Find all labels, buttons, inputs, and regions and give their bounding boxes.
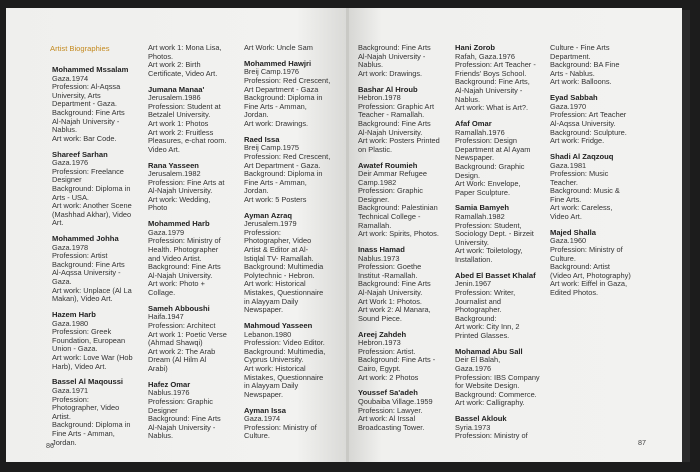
bio-line: Art work: 5 Posters	[244, 194, 307, 204]
artist-name: Sameh Abboushi	[148, 303, 210, 313]
bio-line: Department - Gaza.	[52, 99, 117, 109]
bio-line: Gaza.1978	[52, 242, 89, 252]
bio-line: Breij Camp.1975	[244, 143, 300, 153]
bio-line: Profession: Lawyer.	[358, 405, 423, 415]
bio-line: Foundation, European	[52, 335, 126, 345]
bio-line: Haifa.1947	[148, 312, 184, 322]
bio-line: Profession: Artist.	[358, 346, 416, 356]
bio-line: Printed Glasses.	[455, 330, 510, 340]
artist-name: Youssef Sa'adeh	[358, 388, 418, 398]
artist-name: Samia Bamyeh	[455, 203, 510, 213]
artist-name: Inass Hamad	[358, 245, 405, 255]
bio-line: Jordan.	[52, 437, 77, 447]
text-column-5	[455, 44, 549, 448]
bio-line: Al-Aqssa University -	[52, 268, 121, 278]
bio-line: Art work: Fridge.	[550, 136, 605, 146]
bio-line: Qoubaiba Village.1959	[358, 396, 433, 406]
bio-line: Background: Fine Arts	[148, 262, 221, 272]
bio-line: Art work 1: Mona Lisa,	[148, 43, 222, 52]
bio-line: Background: Fine Arts	[358, 279, 431, 289]
bio-line: Background: Graphic	[455, 161, 525, 171]
artist-name: Awatef Roumieh	[358, 160, 418, 170]
bio-line: Gaza.1979	[148, 227, 185, 237]
bio-line: University.	[455, 237, 489, 247]
bio-entry	[52, 311, 144, 371]
text-column-2	[148, 44, 244, 448]
bio-line: Art work: Al Irssal	[358, 414, 416, 424]
artist-name: Shadi Al Zaqzouq	[550, 151, 614, 161]
bio-line: Background: Fine Arts	[358, 43, 431, 52]
bio-entry	[148, 86, 244, 155]
bio-line: Friends' Boys School.	[455, 68, 527, 78]
bio-line: Istiqlal TV- Ramallah.	[244, 253, 314, 263]
bio-entry	[52, 66, 144, 143]
bio-line: Al-Najah University.	[148, 186, 213, 196]
bio-line: Background: Diploma in	[52, 183, 131, 193]
bio-line: Jerusalem.1982	[148, 169, 201, 179]
bio-line: Video Art.	[550, 212, 582, 222]
bio-line: Mistakes, Questionnaire	[244, 288, 324, 297]
bio-line: Hebron.1973	[358, 338, 401, 348]
artist-name: Mohamad Abu Sall	[455, 346, 523, 356]
bio-line: Profession: Fine Arts at	[148, 177, 225, 187]
bio-line: Profession:	[52, 394, 89, 404]
bio-line: Al-Najah University.	[358, 288, 423, 297]
bio-entry	[358, 86, 450, 155]
bio-line: Background: Multimedia,	[244, 346, 326, 356]
bio-entry	[148, 381, 244, 441]
bio-line: Art Department - Gaza	[244, 84, 319, 94]
bio-line: Lebanon.1980	[244, 329, 292, 339]
bio-line: Background: Fine Arts	[358, 118, 431, 128]
bio-line: Profession: Student,	[455, 220, 522, 230]
bio-line: Dream (Al Hilm Al	[148, 355, 207, 365]
bio-line: Al-Najah University.	[148, 270, 213, 280]
bio-line: Certificate, Video Art.	[148, 68, 218, 78]
bio-line: Art work: 2 Photos	[358, 372, 419, 382]
bio-line: Nablus.1973	[358, 253, 400, 263]
bio-line: Background: Fine Arts,	[455, 77, 530, 87]
bio-entry	[244, 212, 342, 315]
bio-line: Profession: Al-Aqssa	[52, 82, 121, 92]
bio-entry	[550, 229, 646, 298]
bio-line: Profession:	[244, 227, 281, 237]
bio-line: Background: Music &	[550, 186, 620, 196]
text-column-1	[52, 66, 144, 454]
bio-line: Art work: Careless,	[550, 203, 613, 213]
bio-line: Profession: IBS Company	[455, 372, 540, 382]
bio-entry	[455, 415, 549, 441]
bio-line: Art work 2: Fruitless	[148, 127, 214, 137]
bio-line: Background: Diploma in	[244, 169, 323, 179]
bio-line: Photo	[148, 203, 168, 213]
bio-line: Deir El Balah,	[455, 355, 501, 365]
bio-entry	[358, 331, 450, 383]
bio-line: Art work: Historical	[244, 279, 306, 289]
bio-line: Arts - Nablus.	[550, 68, 595, 78]
bio-line: Profession: Student at	[148, 101, 221, 111]
bio-line: Gaza.1976	[455, 363, 492, 373]
bio-entry	[550, 44, 646, 87]
bio-line: Jerusalem.1986	[148, 93, 201, 103]
bio-line: Designer	[52, 175, 82, 185]
bio-line: Culture - Fine Arts	[550, 43, 610, 52]
bio-line: Teacher - Ramallah.	[358, 110, 425, 120]
bio-line: on Plastic.	[358, 144, 393, 154]
bio-line: Arts - USA.	[52, 192, 89, 202]
bio-line: Ramallah.1976	[455, 127, 505, 137]
bio-line: Art work: Bar Code.	[52, 133, 117, 143]
bio-line: Profession: Music	[550, 169, 609, 179]
bio-line: Profession: Greek	[52, 327, 112, 337]
bio-line: Gaza.1980	[52, 318, 89, 328]
bio-line: Jordan.	[244, 110, 269, 120]
bio-line: (Video Art, Photography)	[550, 270, 631, 280]
artist-name: Bassel Al Maqoussi	[52, 377, 124, 387]
bio-line: Photographer, Video	[244, 236, 312, 246]
artist-name: Abed El Basset Khalaf	[455, 270, 536, 280]
bio-line: Al-Najah University.	[358, 127, 423, 137]
bio-line: Al-Aqssa University.	[550, 118, 616, 128]
bio-line: and Video Artist.	[148, 253, 202, 263]
artist-name: Majed Shalla	[550, 227, 597, 237]
page-number-left: 86	[46, 441, 54, 450]
bio-line: Ramallah.	[358, 220, 392, 230]
bio-line: Artist.	[52, 411, 71, 421]
bio-entry	[455, 348, 549, 408]
bio-line: Background: Fine Arts	[148, 414, 221, 424]
bio-line: Profession: Art Teacher -	[455, 60, 536, 70]
bio-line: Profession: Red Crescent,	[244, 75, 331, 85]
bio-line: Newspaper.	[455, 153, 495, 163]
bio-entry	[455, 120, 549, 197]
bio-line: Art.	[52, 218, 64, 228]
bio-line: Gaza.1970	[550, 101, 587, 111]
bio-line: Gaza.1974	[244, 414, 281, 424]
bio-line: Art work: Photo +	[148, 279, 205, 289]
bio-line: Fine Arts - Amman,	[244, 177, 307, 187]
bio-entry	[550, 153, 646, 222]
bio-entry	[358, 246, 450, 323]
bio-line: (Mashhad Akhar), Video	[52, 209, 132, 219]
bio-line: Nablus.1976	[148, 388, 190, 398]
bio-line: Al-Najah University -	[455, 85, 523, 95]
bio-entry	[358, 44, 450, 78]
bio-line: Profession: Ministry of	[455, 431, 528, 441]
bio-line: Al-Najah University -	[52, 116, 120, 126]
bio-line: Art work: Eiffel in Gaza,	[550, 279, 628, 289]
bio-line: Background: Fine Arts	[52, 259, 125, 269]
artist-name: Shareef Sarhan	[52, 149, 108, 159]
artist-name: Mohammed Johha	[52, 234, 119, 244]
bio-line: Profession: Graphic	[358, 186, 423, 196]
bio-line: Gaza.1971	[52, 385, 89, 395]
artist-name: Mohammed Hawjri	[244, 58, 312, 68]
artist-name: Bassel Aklouk	[455, 414, 507, 424]
bio-line: Jerusalem.1979	[244, 219, 297, 229]
bio-entry	[148, 162, 244, 214]
bio-line: Designer	[148, 405, 178, 415]
bio-line: Profession: Graphic Art	[358, 101, 434, 111]
artist-name: Raed Issa	[244, 134, 280, 144]
bio-line: Department at Al Ayam	[455, 144, 531, 154]
bio-line: in Alayyam Daily	[244, 381, 299, 391]
bio-line: Culture.	[550, 253, 576, 263]
bio-line: Profession: Goethe	[358, 262, 422, 272]
bio-line: Sound Piece.	[358, 313, 402, 323]
artist-name: Hazem Harb	[52, 310, 96, 319]
bio-entry	[550, 94, 646, 146]
bio-line: Background: Fine Arts -	[358, 355, 436, 365]
bio-line: Art Department - Gaza.	[244, 160, 321, 170]
bio-entry	[244, 60, 342, 129]
bio-line: Art work: Another Scene	[52, 201, 132, 211]
artist-name: Mohammed Mssalam	[52, 65, 129, 74]
bio-line: Background:	[455, 313, 497, 323]
bio-line: Art Work: Uncle Sam	[244, 43, 313, 52]
bio-line: Newspaper.	[244, 305, 284, 315]
bio-line: Fine Arts - Amman,	[52, 428, 115, 438]
bio-line: Design.	[455, 170, 481, 180]
bio-line: Background: Multimedia	[244, 262, 324, 272]
section-heading: Artist Biographies	[50, 44, 110, 53]
bio-entry	[244, 407, 342, 441]
bio-line: Gaza.1974	[52, 73, 89, 83]
bio-line: Photographer.	[455, 305, 502, 315]
bio-line: Art work 2: Birth	[148, 60, 201, 70]
bio-line: Union - Gaza.	[52, 344, 98, 354]
bio-entry	[455, 272, 549, 341]
bio-line: Deir Ammar Refugee	[358, 169, 428, 179]
artist-name: Afaf Omar	[455, 118, 492, 128]
artist-name: Hafez Omar	[148, 379, 191, 389]
bio-line: Art work: Love War (Hob	[52, 352, 133, 362]
artist-name: Ayman Issa	[244, 405, 286, 415]
bio-line: Technical College -	[358, 212, 421, 222]
bio-line: Paper Sculpture.	[455, 187, 511, 197]
bio-line: Photographer, Video	[52, 403, 120, 413]
bio-line: Background: Fine Arts	[52, 107, 125, 117]
bio-line: Journalist and	[455, 296, 502, 306]
bio-line: Art work: Wedding,	[148, 194, 211, 204]
artist-name: Mohammed Harb	[148, 219, 210, 229]
bio-line: Profession: Architect	[148, 320, 216, 330]
book-spine	[346, 8, 349, 462]
bio-entry	[52, 378, 144, 447]
page-number-right: 87	[638, 438, 646, 447]
bio-line: Syria.1973	[455, 422, 491, 432]
bio-line: Arabi)	[148, 363, 168, 373]
bio-line: Sociology Dept. - Birzeit	[455, 229, 534, 239]
bio-line: Art work: Spirits, Photos.	[358, 229, 439, 239]
bio-line: Harb), Video Art.	[52, 361, 107, 371]
bio-line: Art work: What is Art?.	[455, 103, 529, 113]
bio-line: Breij Camp.1976	[244, 67, 300, 77]
bio-line: Art Work 1: Photos.	[358, 296, 422, 306]
bio-line: Art work: Drawings.	[358, 68, 423, 78]
bio-line: Hebron.1978	[358, 93, 401, 103]
bio-line: for Website Design.	[455, 381, 520, 391]
bio-line: Art Work: Envelope,	[455, 179, 521, 189]
artist-name: Hani Zorob	[455, 43, 496, 52]
bio-entry	[244, 322, 342, 399]
bio-line: Fine Arts.	[550, 194, 582, 204]
bio-entry	[52, 235, 144, 304]
bio-line: Nablus.	[455, 94, 481, 104]
bio-line: Background: BA Fine	[550, 60, 620, 70]
bio-line: Culture.	[244, 431, 270, 441]
bio-line: Jordan.	[244, 186, 269, 196]
bio-entry	[148, 305, 244, 374]
page-edge	[682, 10, 690, 462]
bio-line: Art work 1: Poetic Verse	[148, 329, 227, 339]
bio-line: Art work: Drawings.	[244, 118, 309, 128]
bio-line: Art work: Calligraphy.	[455, 398, 525, 408]
bio-line: Gaza.1960	[550, 236, 587, 246]
bio-entry	[148, 220, 244, 297]
bio-line: Art work: City Inn, 2	[455, 322, 520, 332]
bio-line: Profession: Ministry of	[550, 245, 623, 255]
bio-line: Profession: Ministry of	[148, 236, 221, 246]
bio-line: Art work: Unplace (Al La	[52, 285, 132, 295]
artist-name: Areej Zahdeh	[358, 329, 407, 339]
bio-line: Art work 1: Photos	[148, 118, 209, 128]
bio-line: Background: Commerce.	[455, 389, 537, 399]
bio-line: Newspaper.	[244, 389, 284, 399]
bio-line: Fine Arts - Amman,	[244, 101, 307, 111]
bio-line: Gaza.1976	[52, 158, 89, 168]
bio-line: Makan), Video Art.	[52, 294, 113, 304]
bio-line: Background: Palestinian	[358, 203, 438, 213]
artist-name: Rana Yasseen	[148, 160, 199, 170]
bio-line: Broadcasting Tower.	[358, 422, 425, 432]
bio-line: Profession: Design	[455, 136, 518, 146]
bio-line: Cyprus University.	[244, 355, 304, 365]
bio-line: Art work 2: The Arab	[148, 346, 216, 356]
artist-name: Mahmoud Yasseen	[244, 320, 313, 330]
bio-line: Art work 2: Al Manara,	[358, 305, 431, 315]
text-column-6	[550, 44, 646, 305]
bio-line: Background: Diploma in	[244, 93, 323, 103]
bio-line: Nablus.	[148, 431, 174, 441]
bio-line: Institut -Ramallah.	[358, 270, 418, 280]
bio-entry	[52, 151, 144, 228]
bio-line: Department.	[550, 51, 591, 61]
bio-line: Collage.	[148, 288, 176, 297]
bio-line: Background: Diploma in	[52, 420, 131, 430]
bio-entry	[358, 389, 450, 432]
artist-name: Jumana Manaa'	[148, 84, 205, 94]
bio-line: Profession: Ministry of	[244, 422, 317, 432]
artist-name: Ayman Azraq	[244, 210, 292, 220]
bio-line: Gaza.	[52, 277, 72, 287]
bio-line: Designer.	[358, 194, 390, 204]
bio-line: in Alayyam Daily	[244, 296, 299, 306]
bio-line: Installation.	[455, 255, 493, 265]
bio-entry	[244, 136, 342, 205]
bio-line: Profession: Art Teacher	[550, 110, 627, 120]
bio-line: Nablus.	[358, 60, 384, 70]
bio-entry	[455, 204, 549, 264]
bio-line: Profession: Artist	[52, 251, 108, 261]
bio-entry	[358, 162, 450, 239]
bio-line: Camp.1982	[358, 177, 397, 187]
bio-line: Edited Photos.	[550, 288, 599, 297]
bio-line: (Ahmad Shawqi)	[148, 338, 203, 348]
text-column-4	[358, 44, 450, 439]
bio-line: Gaza.1981	[550, 160, 587, 170]
bio-line: Rafah, Gaza.1976	[455, 51, 515, 61]
bio-line: Art work: Toiletology,	[455, 246, 523, 256]
bio-entry	[244, 44, 342, 53]
artist-name: Eyad Sabbah	[550, 93, 598, 103]
bio-line: Video Art.	[148, 144, 180, 154]
bio-entry	[148, 44, 244, 78]
bio-line: Al-Najah University -	[358, 51, 426, 61]
bio-line: Polytechnic - Hebron.	[244, 270, 315, 280]
bio-line: Cairo, Egypt.	[358, 363, 401, 373]
bio-line: Betzalel University.	[148, 110, 211, 120]
bio-line: Art work: Historical	[244, 363, 306, 373]
bio-line: Artist & Editor at Al-	[244, 245, 309, 255]
bio-line: Profession: Red Crescent,	[244, 151, 331, 161]
bio-line: Profession: Graphic	[148, 396, 213, 406]
bio-line: Health. Photographer	[148, 245, 219, 255]
bio-line: Nablus.	[52, 125, 78, 135]
bio-line: Profession: Writer,	[455, 288, 516, 297]
bio-line: Teacher.	[550, 177, 578, 187]
bio-line: Background: Sculpture.	[550, 127, 627, 137]
bio-line: Background: Artist	[550, 262, 610, 272]
bio-entry	[455, 44, 549, 113]
bio-line: Art work: Balloons.	[550, 77, 612, 87]
bio-line: Al-Najah University -	[148, 422, 216, 432]
bio-line: Profession: Freelance	[52, 166, 124, 176]
bio-line: Mistakes, Questionnaire	[244, 372, 324, 382]
bio-line: University, Arts	[52, 90, 101, 100]
bio-line: Art work: Posters Printed	[358, 136, 440, 146]
text-column-3	[244, 44, 342, 448]
bio-line: Jenin.1967	[455, 279, 492, 289]
bio-line: Profession: Video Editor.	[244, 338, 325, 348]
bio-line: Pleasures, e-chat room.	[148, 136, 227, 146]
bio-line: Photos.	[148, 51, 174, 61]
artist-name: Bashar Al Hroub	[358, 84, 418, 94]
bio-line: Ramallah.1982	[455, 212, 505, 222]
